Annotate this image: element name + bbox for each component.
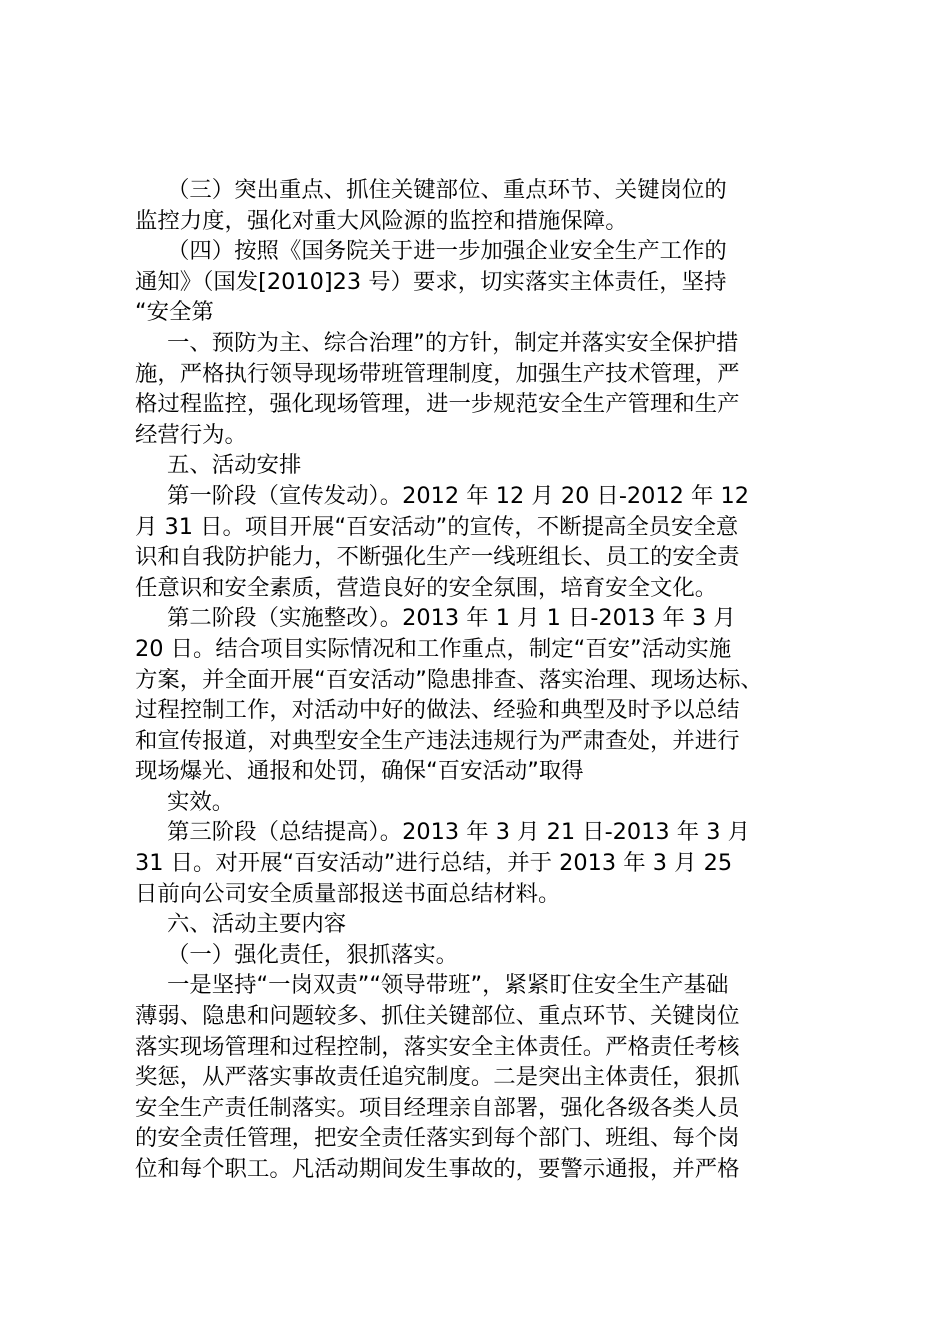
text-line: 任意识和安全素质，营造良好的安全氛围，培育安全文化。 bbox=[135, 574, 718, 601]
text-line: 月 31 日。项目开展“百安活动”的宣传，不断提高全员安全意 bbox=[135, 513, 739, 540]
text-line: 五、活动安排 bbox=[167, 452, 302, 479]
text-line: 奖惩，从严落实事故责任追究制度。二是突出主体责任，狠抓 bbox=[135, 1064, 740, 1091]
text-line: 31 日。对开展“百安活动”进行总结，并于 2013 年 3 月 25 bbox=[135, 850, 733, 877]
text-line: “安全第 bbox=[135, 299, 214, 326]
text-line: 一、预防为主、综合治理”的方针，制定并落实安全保护措 bbox=[167, 329, 739, 356]
text-line: 和宣传报道，对典型安全生产违法违规行为严肃查处，并进行 bbox=[135, 727, 740, 754]
text-line: 安全生产责任制落实。项目经理亲自部署，强化各级各类人员 bbox=[135, 1094, 740, 1121]
text-line: 落实现场管理和过程控制，落实安全主体责任。严格责任考核 bbox=[135, 1033, 740, 1060]
text-line: 薄弱、隐患和问题较多、抓住关键部位、重点环节、关键岗位 bbox=[135, 1003, 740, 1030]
text-line: 的安全责任管理，把安全责任落实到每个部门、班组、每个岗 bbox=[135, 1125, 740, 1152]
text-line: 20 日。结合项目实际情况和工作重点，制定“百安”活动实施 bbox=[135, 635, 732, 662]
text-line: 一是坚持“一岗双责”“领导带班”，紧紧盯住安全生产基础 bbox=[167, 972, 729, 999]
text-line: 过程控制工作，对活动中好的做法、经验和典型及时予以总结 bbox=[135, 697, 740, 724]
text-line: 第三阶段（总结提高）。2013 年 3 月 21 日-2013 年 3 月 bbox=[167, 819, 751, 846]
text-line: （一）强化责任，狠抓落实。 bbox=[167, 941, 459, 968]
text-line: （三）突出重点、抓住关键部位、重点环节、关键岗位的 bbox=[167, 177, 727, 203]
text-line: 第一阶段（宣传发动）。2012 年 12 月 20 日-2012 年 12 bbox=[167, 482, 749, 509]
text-line: 通知》（国发[2010]23 号）要求，切实落实主体责任，坚持 bbox=[135, 268, 727, 295]
text-line: 格过程监控，强化现场管理，进一步规范安全生产管理和生产 bbox=[135, 391, 740, 418]
text-line: 现场爆光、通报和处罚，确保“百安活动”取得 bbox=[135, 758, 584, 785]
text-line: 经营行为。 bbox=[135, 421, 247, 448]
text-line: 实效。 bbox=[167, 788, 235, 815]
text-line: 施，严格执行领导现场带班管理制度，加强生产技术管理，严 bbox=[135, 360, 740, 387]
text-line: 日前向公司安全质量部报送书面总结材料。 bbox=[135, 880, 561, 907]
text-line: 位和每个职工。凡活动期间发生事故的，要警示通报，并严格 bbox=[135, 1156, 740, 1182]
text-line: 监控力度，强化对重大风险源的监控和措施保障。 bbox=[135, 207, 628, 234]
text-line: （四）按照《国务院关于进一步加强企业安全生产工作的 bbox=[167, 238, 727, 265]
text-line: 第二阶段（实施整改）。2013 年 1 月 1 日-2013 年 3 月 bbox=[167, 605, 736, 632]
document-body bbox=[135, 175, 825, 1185]
text-line: 识和自我防护能力，不断强化生产一线班组长、员工的安全责 bbox=[135, 544, 740, 571]
text-line: 六、活动主要内容 bbox=[167, 911, 347, 938]
text-line: 方案，并全面开展“百安活动”隐患排查、落实治理、现场达标、 bbox=[135, 666, 763, 693]
